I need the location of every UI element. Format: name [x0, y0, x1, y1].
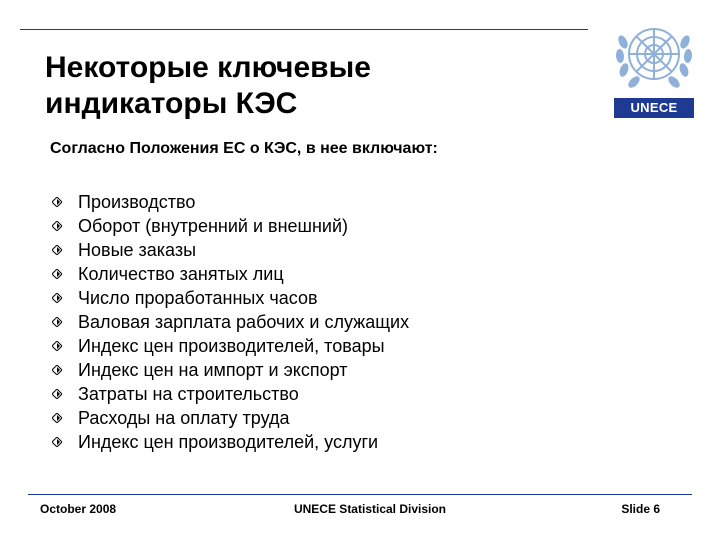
slide-title: [45, 50, 565, 122]
diamond-arrow-icon: [52, 406, 78, 430]
list-item-label: Новые заказы: [78, 239, 197, 260]
slide-number: Slide 6: [621, 502, 660, 516]
list-item-label: Индекс цен на импорт и экспорт: [78, 359, 348, 380]
diamond-arrow-icon: [52, 190, 78, 214]
list-item: [52, 358, 409, 382]
diamond-arrow-icon: [52, 310, 78, 334]
list-item: [52, 310, 409, 334]
list-item-label: Число проработанных часов: [78, 287, 318, 308]
subtitle: Согласно Положения ЕС о КЭС, в нее включают:: [50, 140, 438, 157]
title-line-2: индикаторы КЭС: [45, 87, 298, 120]
list-item-label: Оборот (внутренний и внешний): [78, 215, 348, 236]
list-item: [52, 262, 409, 286]
list-item: [52, 286, 409, 310]
diamond-arrow-icon: [52, 382, 78, 406]
list-item: [52, 406, 409, 430]
indicator-list: [52, 190, 409, 454]
list-item-label: Индекс цен производителей, услуги: [78, 431, 379, 452]
list-item-label: Затраты на строительство: [78, 383, 299, 404]
logo-label: UNECE: [614, 98, 694, 118]
diamond-arrow-icon: [52, 262, 78, 286]
list-item: [52, 214, 409, 238]
unece-logo: [606, 12, 702, 120]
footer-date: October 2008: [40, 502, 117, 516]
list-item-label: Производство: [78, 191, 196, 212]
list-item: [52, 238, 409, 262]
list-item-label: Расходы на оплату труда: [78, 407, 290, 428]
diamond-arrow-icon: [52, 214, 78, 238]
diamond-arrow-icon: [52, 430, 78, 454]
list-item: [52, 334, 409, 358]
footer-rule: [28, 494, 692, 495]
diamond-arrow-icon: [52, 286, 78, 310]
diamond-arrow-icon: [52, 238, 78, 262]
list-item: [52, 382, 409, 406]
title-line-1: Некоторые ключевые: [45, 51, 371, 84]
diamond-arrow-icon: [52, 358, 78, 382]
list-item: [52, 190, 409, 214]
top-rule: [20, 29, 588, 30]
list-item-label: Количество занятых лиц: [78, 263, 284, 284]
un-emblem-icon: [606, 12, 702, 98]
footer-organization: UNECE Statistical Division: [293, 502, 447, 516]
list-item-label: Индекс цен производителей, товары: [78, 335, 385, 356]
list-item-label: Валовая зарплата рабочих и служащих: [78, 311, 410, 332]
diamond-arrow-icon: [52, 334, 78, 358]
list-item: [52, 430, 409, 454]
